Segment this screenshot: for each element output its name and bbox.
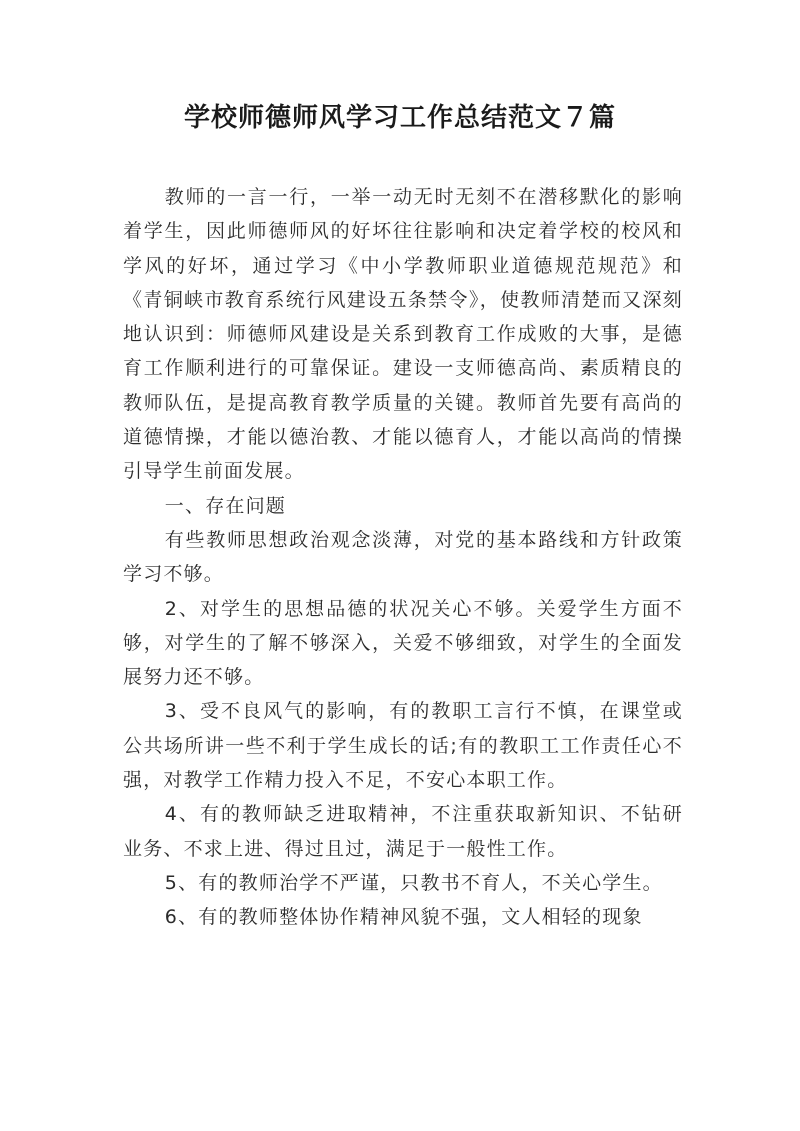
paragraph-problem-5: 5、有的教师治学不严谨，只教书不育人，不关心学生。 [164,871,663,894]
paragraph-problem-2: 2、对学生的思想品德的状况关心不够。关爱学生方面不够，对学生的了解不够深入，关爱不够细致，对学生的全面发展努力还不够。 [123,597,683,689]
paragraph-problem-1: 有些教师思想政治观念淡薄，对党的基本路线和方针政策学习不够。 [123,528,683,586]
paragraph-problem-3: 3、受不良风气的影响，有的教职工言行不慎，在课堂或公共场所讲一些不利于学生成长的话;有的教职工工作责任心不强，对教学工作精力投入不足，不安心本职工作。 [123,700,683,792]
paragraph-problem-6: 6、有的教师整体协作精神风貌不强，文人相轻的现象 [164,906,643,929]
document-body [123,180,683,935]
section-heading-problems: 一、存在问题 [164,494,286,517]
document-title: 学校师德师风学习工作总结范文７篇 [183,103,616,133]
paragraph-intro: 教师的一言一行，一举一动无时无刻不在潜移默化的影响着学生，因此师德师风的好坏往往影响和决定着学校的校风和学风的好坏，通过学习《中小学教师职业道德规范规范》和《青铜峡市教育系统行风建设五条禁令》，使教师清楚而又深刻地认识到：师德师风建设是关系到教育工作成败的大事，是德育工作顺利进行的可靠保证。建设一支师德高尚、素质精良的教师队伍，是提高教育教学质量的关键。教师首先要有高尚的道德情操，才能以德治教、才能以德育人，才能以高尚的情操引导学生前面发展。 [123,186,683,483]
paragraph-problem-4: 4、有的教师缺乏进取精神，不注重获取新知识、不钻研业务、不求上进、得过且过，满足于一般性工作。 [123,803,683,860]
